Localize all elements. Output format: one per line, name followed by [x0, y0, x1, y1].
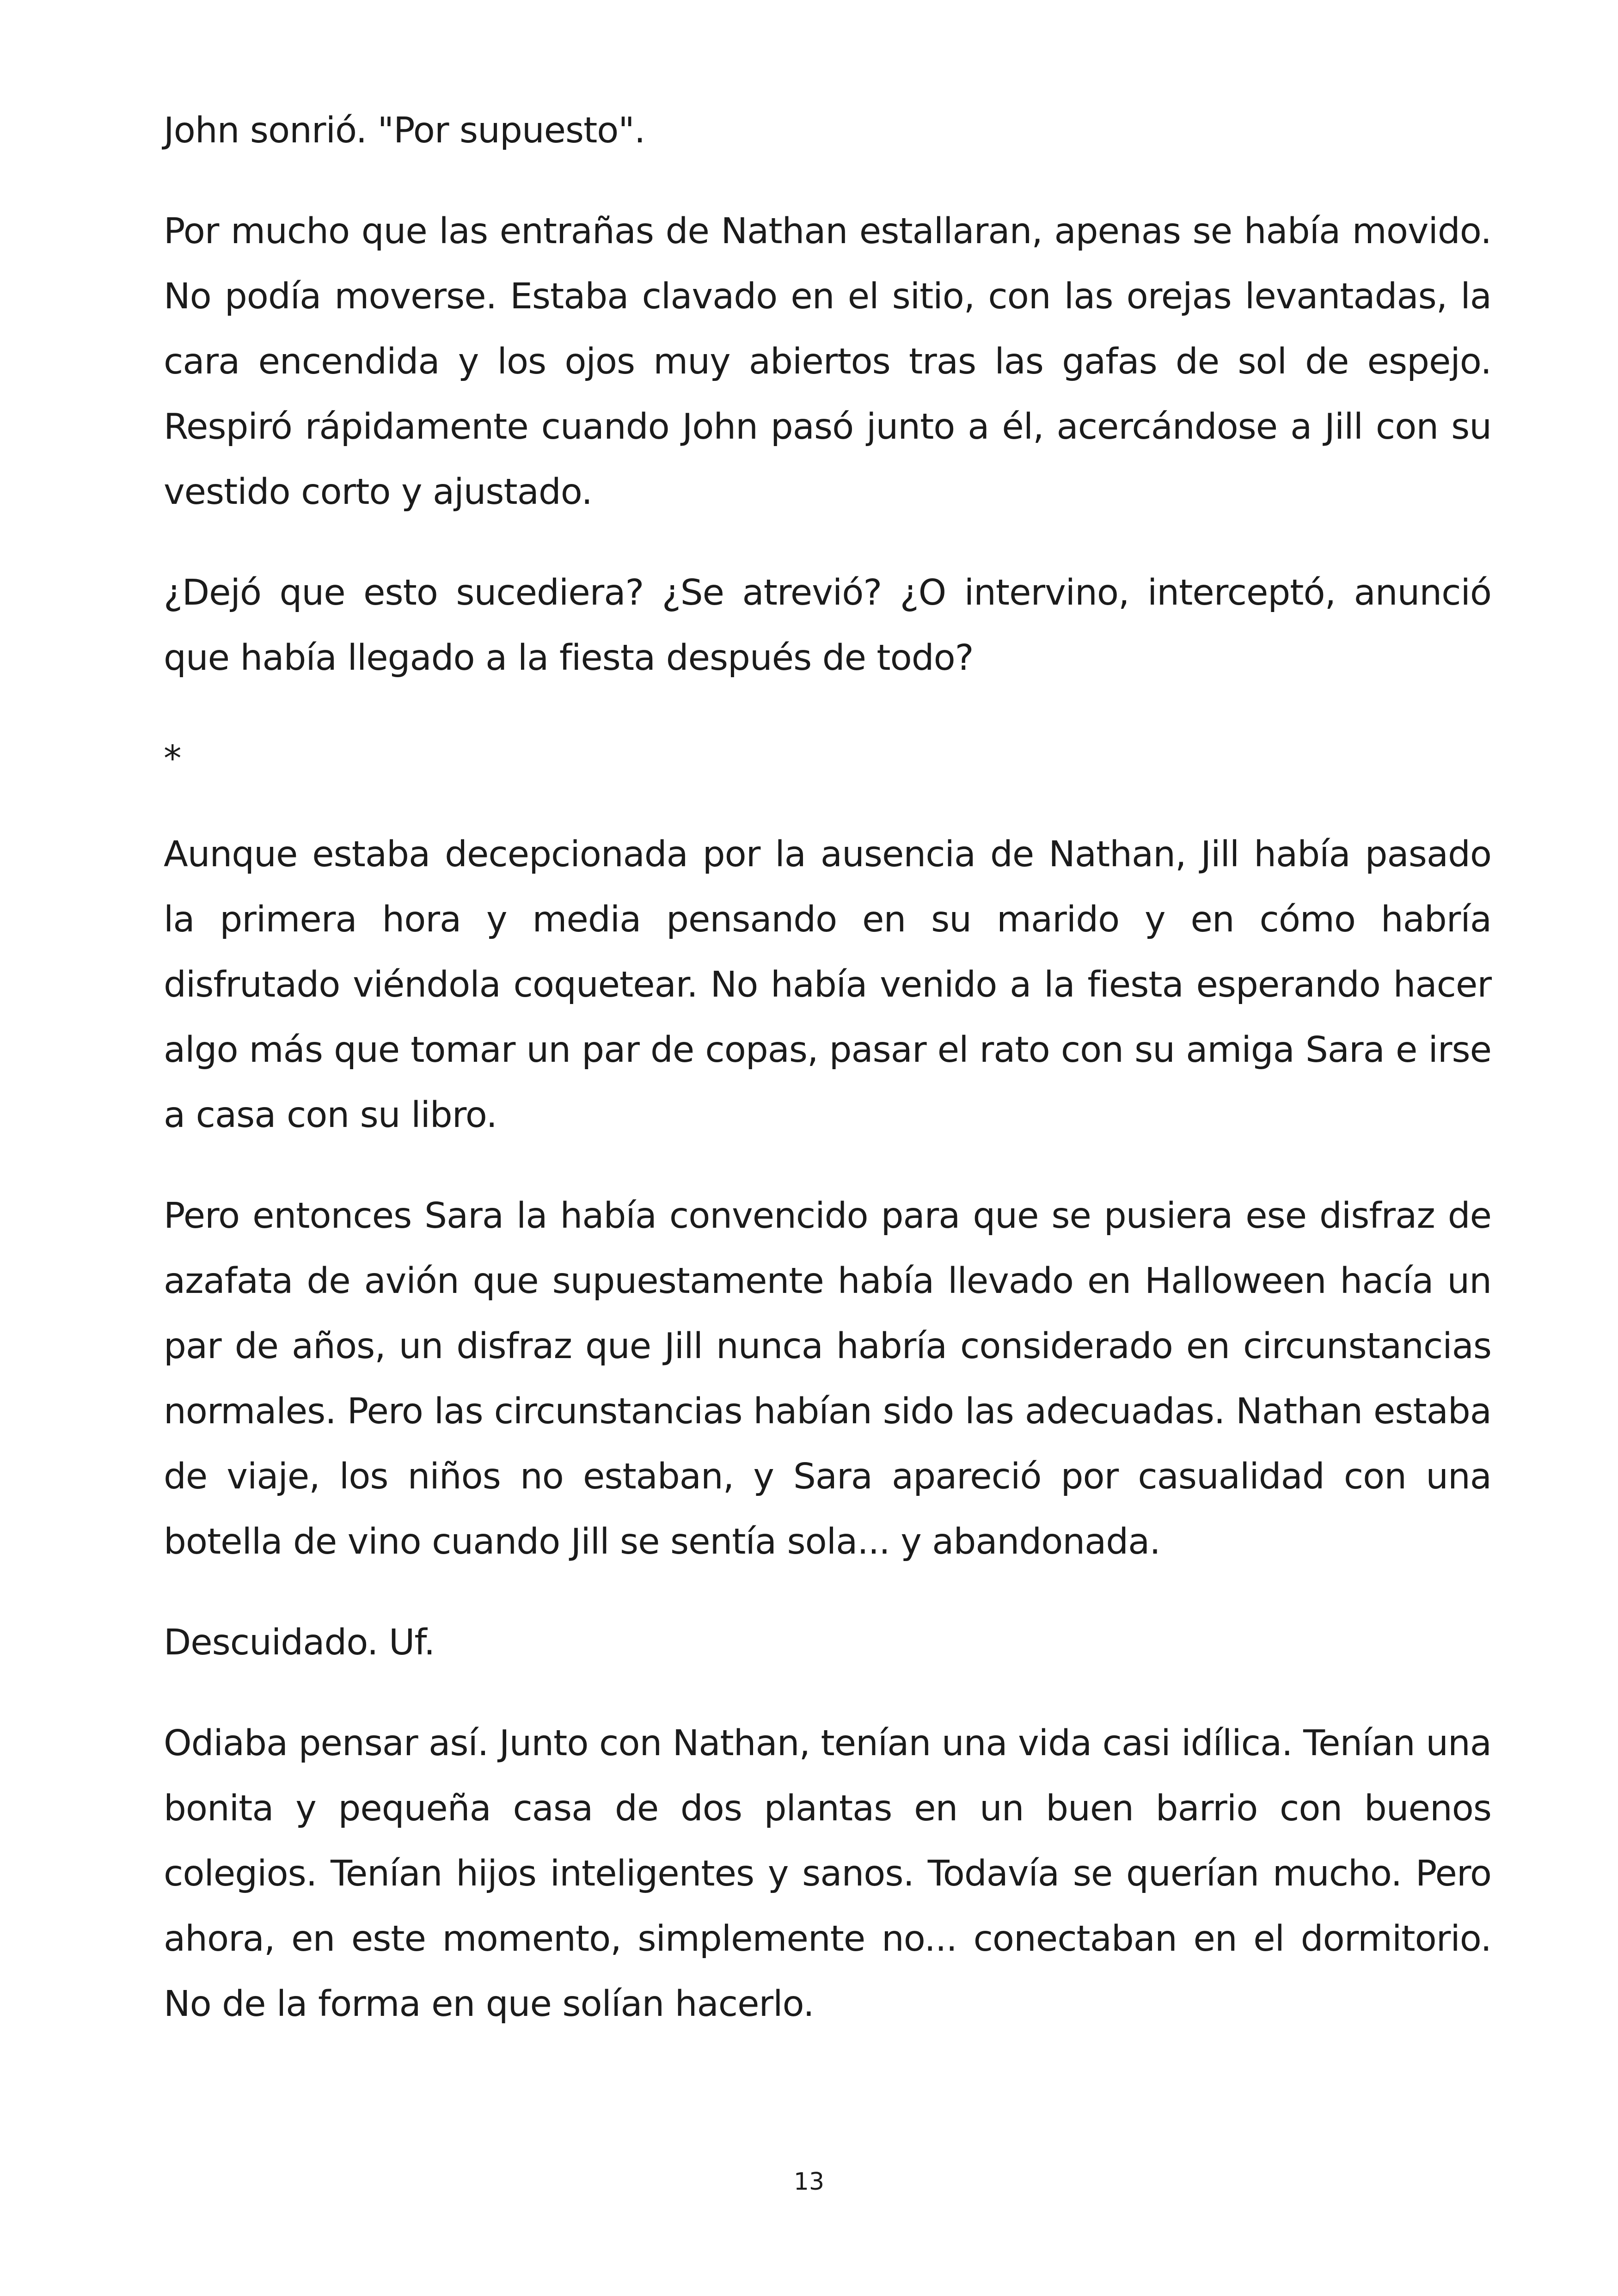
paragraph-1: John sonrió. "Por supuesto".: [164, 110, 645, 151]
paragraph-3: ¿Dejó que esto sucediera? ¿Se atrevió? ¿O intervino, interceptó, anunció que había llegado a la fiesta después de todo?: [164, 572, 1491, 679]
paragraph-7: Odiaba pensar así. Junto con Nathan, tenían una vida casi idílica. Tenían una bonita y pequeña casa de dos plantas en un buen barrio con buenos colegios. Tenían hijos inteligentes y sanos. Todavía se querían mucho. Pero ahora, en este momento, simplemente no... conectaban en el dormitorio. No de la forma en que solían hacerlo.: [164, 1723, 1491, 2025]
paragraph-4: Aunque estaba decepcionada por la ausencia de Nathan, Jill había pasado la primera hora y media pensando en su marido y en cómo habría disfrutado viéndola coquetear. No había venido a la fiesta esperando hacer algo más que tomar un par de copas, pasar el rato con su amiga Sara e irse a casa con su libro.: [164, 834, 1491, 1136]
paragraph-2: Por mucho que las entrañas de Nathan estallaran, apenas se había movido. No podía moverse. Estaba clavado en el sitio, con las orejas levantadas, la cara encendida y los ojos muy abiertos tras las gafas de sol de espejo. Respiró rápidamente cuando John pasó junto a él, acercándose a Jill con su vestido corto y ajustado.: [164, 211, 1491, 513]
page-number: 13: [793, 2168, 825, 2196]
paragraph-5: Pero entonces Sara la había convencido para que se pusiera ese disfraz de azafata de avión que supuestamente había llevado en Halloween hacía un par de años, un disfraz que Jill nunca habría considerado en circunstancias normales. Pero las circunstancias habían sido las adecuadas. Nathan estaba de viaje, los niños no estaban, y Sara apareció por casualidad con una botella de vino cuando Jill se sentía sola... y abandonada.: [164, 1195, 1491, 1562]
paragraph-6: Descuidado. Uf.: [164, 1622, 435, 1663]
page-body: [164, 98, 1491, 2072]
scene-break-asterisk: *: [164, 738, 181, 779]
